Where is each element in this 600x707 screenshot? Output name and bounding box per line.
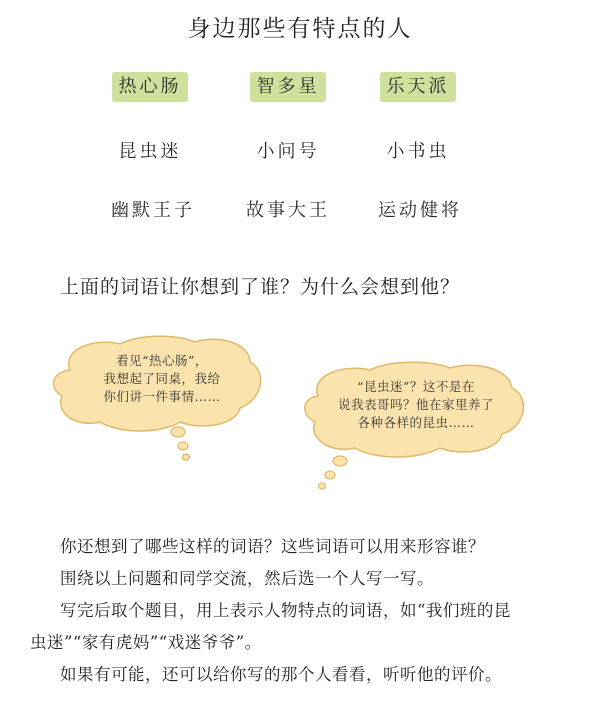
left-bubble-line-2: 我想起了同桌，我给: [103, 371, 221, 386]
word-letianpai: 乐天派: [380, 72, 456, 102]
left-bubble-line-1: 看见“热心肠”，: [116, 353, 208, 368]
word-xiaoshuchong: 小书虫: [386, 141, 450, 162]
right-bubble-line-2: 说我表哥吗？他在家里养了: [337, 397, 494, 412]
word-gushidawang: 故事大王: [246, 200, 330, 221]
right-bubble-line-3: 各种各样的昆虫……: [357, 415, 475, 430]
word-zhiduoxing: 智多星: [250, 72, 326, 102]
paragraph-2: 围绕以上问题和同学交流，然后选一个人写一写。: [60, 569, 434, 588]
word-xiaowenhao: 小问号: [256, 141, 320, 162]
question-text: 上面的词语让你想到了谁？为什么会想到他？: [60, 276, 461, 298]
word-rexinchang: 热心肠: [112, 72, 188, 102]
paragraph-3-line-1: 写完后取个题目，用上表示人物特点的词语，如“我们班的昆: [60, 601, 511, 620]
word-kunchongmi: 昆虫迷: [118, 141, 182, 162]
left-bubble-line-3: 你们讲一件事情……: [103, 389, 221, 404]
paragraph-4: 如果有可能，还可以给你写的那个人看看，听听他的评价。: [60, 665, 502, 684]
right-bubble-text: [316, 378, 516, 432]
word-yundongjianjiang: 运动健将: [378, 200, 462, 221]
paragraph-3-line-2: 虫迷”“家有虎妈”“戏迷爷爷”。: [30, 633, 262, 652]
page-title: 身边那些有特点的人: [187, 16, 413, 42]
left-bubble-text: [72, 352, 252, 406]
word-youmowangzi: 幽默王子: [111, 200, 195, 221]
paragraph-1: 你还想到了哪些这样的词语？这些词语可以用来形容谁？: [60, 537, 485, 556]
right-bubble-line-1: “昆虫迷”？这不是在: [357, 379, 475, 394]
